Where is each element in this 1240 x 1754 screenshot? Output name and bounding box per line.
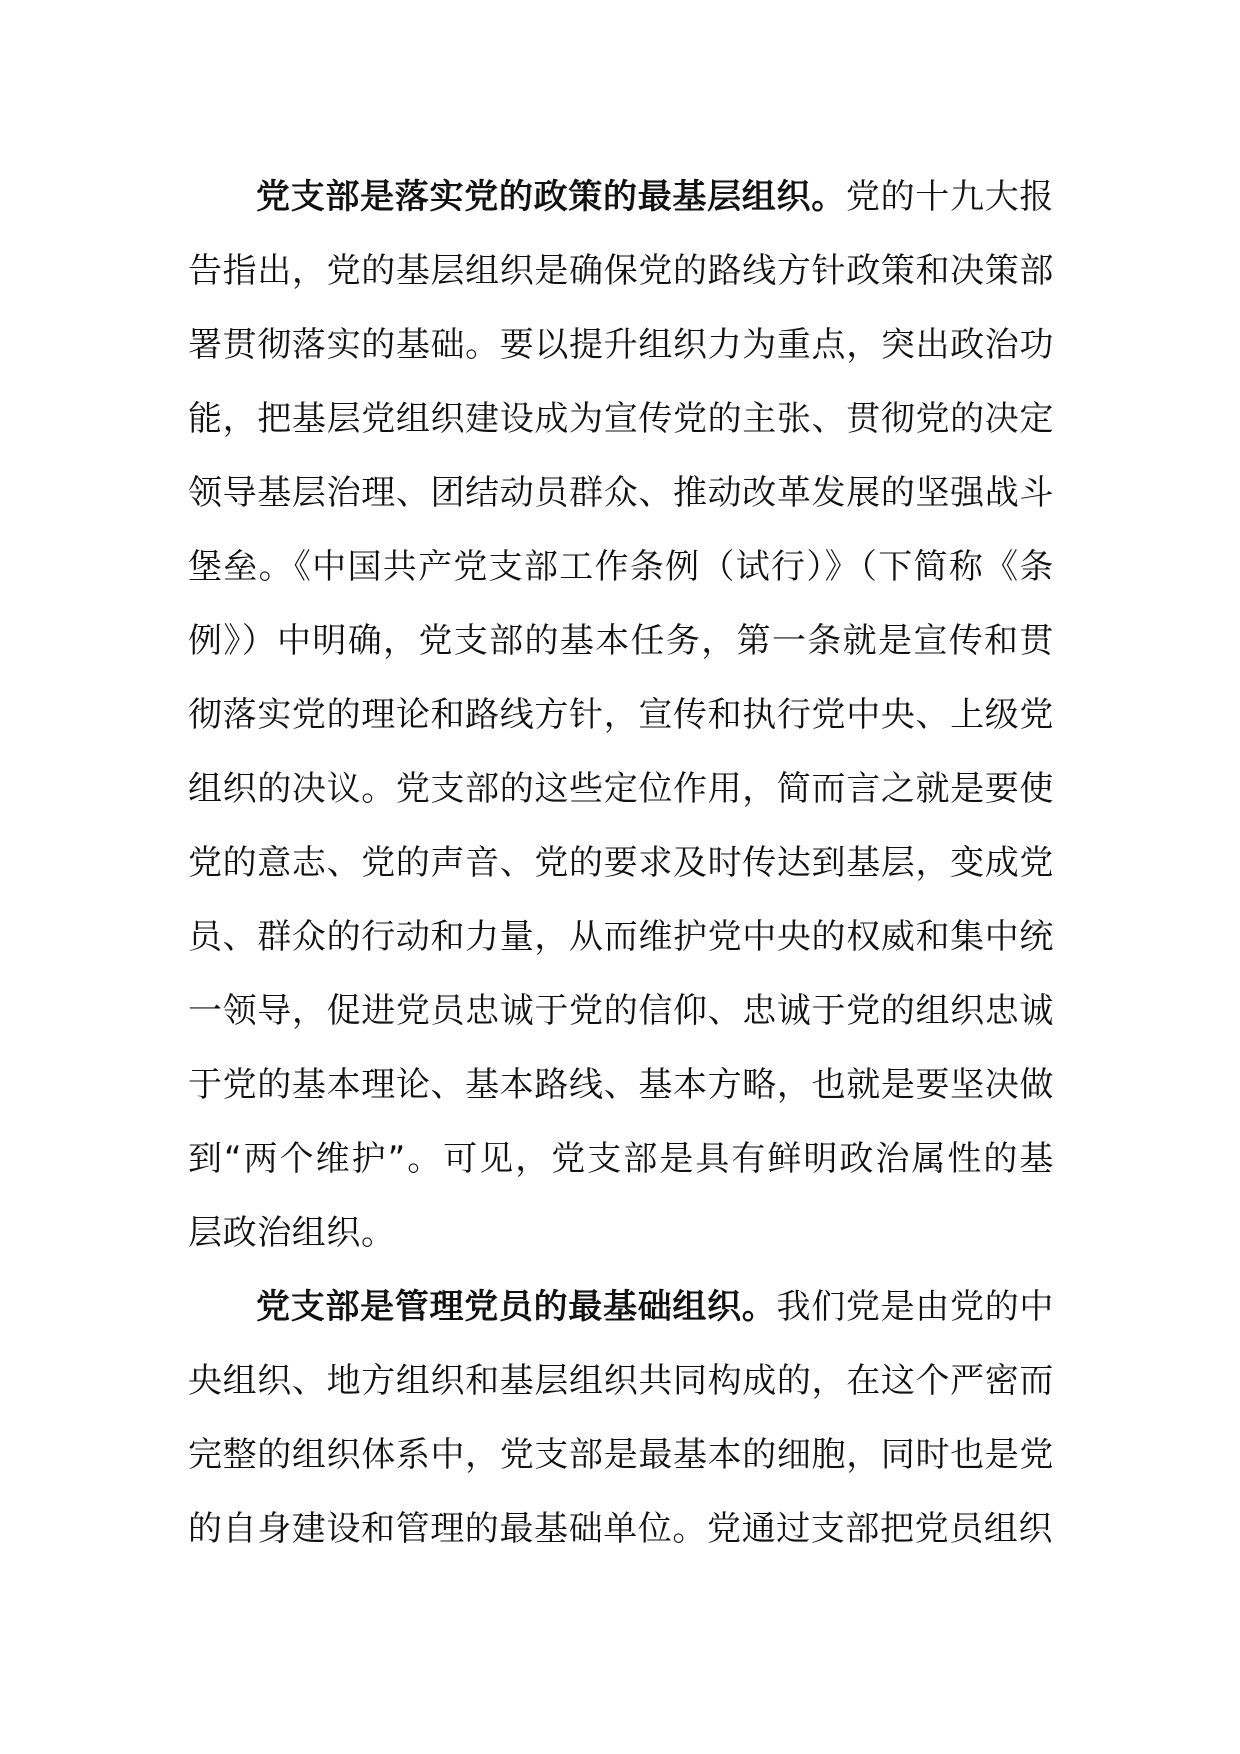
paragraph-2: [188, 1270, 1054, 1566]
paragraph-1: [188, 160, 1054, 1270]
paragraph-1-heading: 党支部是落实党的政策的最基层组织。: [256, 177, 846, 217]
paragraph-2-heading: 党支部是管理党员的最基础组织。: [256, 1287, 777, 1327]
document-body: [188, 160, 1054, 1566]
paragraph-1-text: 党的十九大报告指出，党的基层组织是确保党的路线方针政策和决策部署贯彻落实的基础。要以提升组织力为重点，突出政治功能，把基层党组织建设成为宣传党的主张、贯彻党的决定领导基层治理、团结动员群众、推动改革发展的坚强战斗堡垒。《中国共产党支部工作条例（试行）》（下简称《条例》）中明确，党支部的基本任务，第一条就是宣传和贯彻落实党的理论和路线方针，宣传和执行党中央、上级党组织的决议。党支部的这些定位作用，简而言之就是要使党的意志、党的声音、党的要求及时传达到基层，变成党员、群众的行动和力量，从而维护党中央的权威和集中统一领导，促进党员忠诚于党的信仰、忠诚于党的组织忠诚于党的基本理论、基本路线、基本方略，也就是要坚决做到“两个维护”。可见，党支部是具有鲜明政治属性的基层政治组织。: [188, 177, 1054, 1253]
paragraph-2-text: 我们党是由党的中央组织、地方组织和基层组织共同构成的，在这个严密而完整的组织体系中，党支部是最基本的细胞，同时也是党的自身建设和管理的最基础单位。党通过支部把党员组织: [188, 1287, 1054, 1549]
